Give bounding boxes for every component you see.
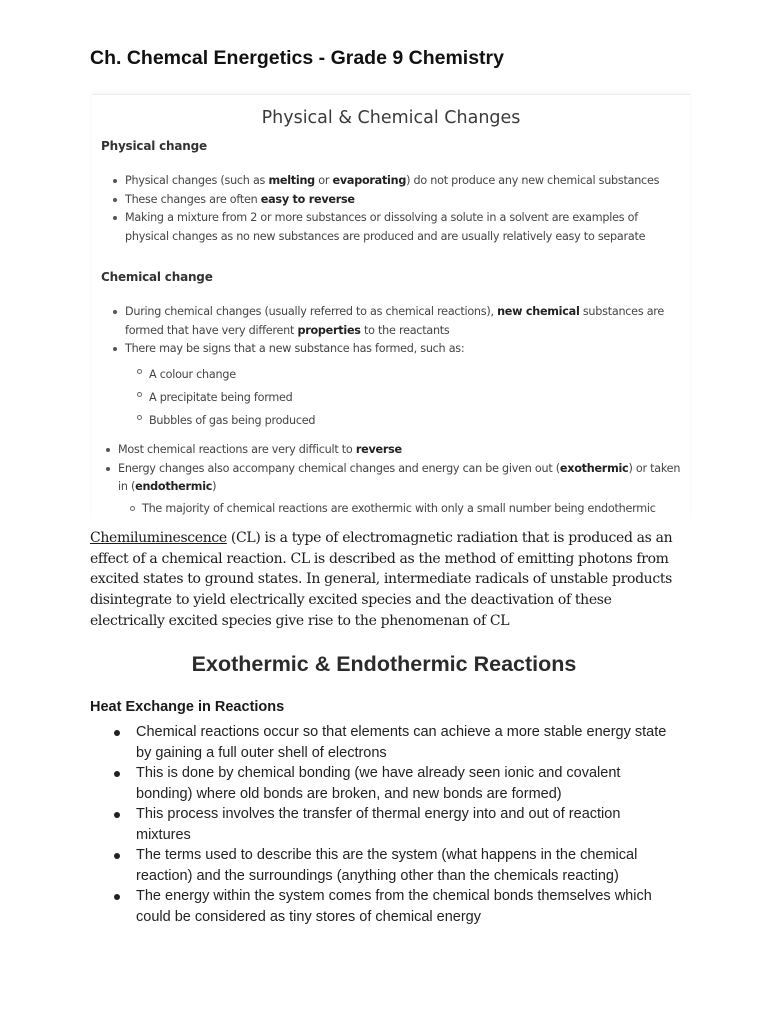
list-item	[125, 209, 685, 246]
chemical-signs-list	[149, 363, 669, 432]
document-title: Ch. Chemcal Energetics - Grade 9 Chemistry	[90, 47, 504, 69]
list-item: A colour change	[149, 363, 669, 386]
list-item	[125, 303, 685, 340]
physical-change-heading: Physical change	[101, 139, 207, 153]
list-item: A precipitate being formed	[149, 386, 669, 409]
list-item: The terms used to describe this are the system (what happens in the chemical reaction) and the surroundings (anything other than the chemicals reacting)	[136, 845, 676, 886]
chemiluminescence-term: Chemiluminescence	[90, 530, 227, 546]
bold-text: exothermic	[559, 461, 629, 475]
bold-text: endothermic	[135, 480, 213, 493]
bold-text: new chemical	[497, 305, 580, 318]
list-item	[125, 172, 685, 191]
physical-change-list	[125, 172, 685, 246]
bold-text: reverse	[355, 443, 402, 456]
text-run: During chemical changes (usually referred to as chemical reactions),	[125, 305, 498, 318]
heat-exchange-heading: Heat Exchange in Reactions	[90, 699, 285, 715]
list-item	[125, 340, 685, 359]
list-item: Chemical reactions occur so that elements can achieve a more stable energy state by gaining a full outer shell of electrons	[136, 722, 676, 763]
reaction-facts-list	[118, 441, 684, 497]
list-item: The majority of chemical reactions are exothermic with only a small number being endothermic	[142, 500, 687, 519]
text-run: Most chemical reactions are very difficult to	[118, 443, 356, 456]
bold-text: properties	[297, 323, 361, 337]
text-run: Physical changes (such as	[125, 174, 269, 187]
text-run: substances are formed that have very different	[125, 305, 665, 337]
bold-text: evaporating	[332, 174, 407, 187]
list-item	[118, 460, 684, 497]
list-item: This process involves the transfer of thermal energy into and out of reaction mixtures	[136, 804, 676, 845]
text-run: )	[212, 480, 217, 493]
heat-exchange-list	[136, 722, 676, 927]
text-run: Energy changes also accompany chemical changes and energy can be given out (	[118, 461, 560, 475]
text-run: Making a mixture from 2 or more substances or dissolving a solute in a solvent are examples of physical changes as no new substances are produced and are usually relatively easy to separate	[125, 211, 646, 243]
list-item: Bubbles of gas being produced	[149, 409, 669, 432]
text-run: to the reactants	[360, 323, 450, 337]
text-run: There may be signs that a new substance has formed, such as:	[125, 342, 465, 355]
reaction-facts-sublist	[142, 500, 687, 519]
list-item: The energy within the system comes from the chemical bonds themselves which could be considered as tiny stores of chemical energy	[136, 886, 676, 927]
chemiluminescence-text: (CL) is a type of electromagnetic radiation that is produced as an effect of a chemical reaction. CL is described as the method of emitting photons from excited states to ground states. In general, intermediate radicals of unstable products disintegrate to yield electrically excited species and the deactivation of these electrically excited species give rise to the phenomenan of CL	[90, 530, 673, 629]
physical-chemical-changes-panel	[92, 94, 690, 520]
text-run: or	[314, 174, 333, 187]
chemiluminescence-paragraph	[90, 528, 680, 632]
text-run: ) do not produce any new chemical substances	[406, 174, 660, 187]
list-item	[125, 191, 685, 210]
panel-title: Physical & Chemical Changes	[261, 108, 521, 128]
bold-text: easy to reverse	[260, 192, 355, 206]
bold-text: melting	[268, 174, 315, 187]
chemical-change-list	[125, 303, 685, 359]
list-item: This is done by chemical bonding (we have already seen ionic and covalent bonding) where old bonds are broken, and new bonds are formed)	[136, 763, 676, 804]
chemical-change-heading: Chemical change	[101, 270, 213, 284]
list-item	[118, 441, 684, 460]
section-title: Exothermic & Endothermic Reactions	[191, 652, 577, 676]
text-run: These changes are often	[125, 192, 261, 206]
text-run: ) or taken in (	[118, 461, 681, 493]
